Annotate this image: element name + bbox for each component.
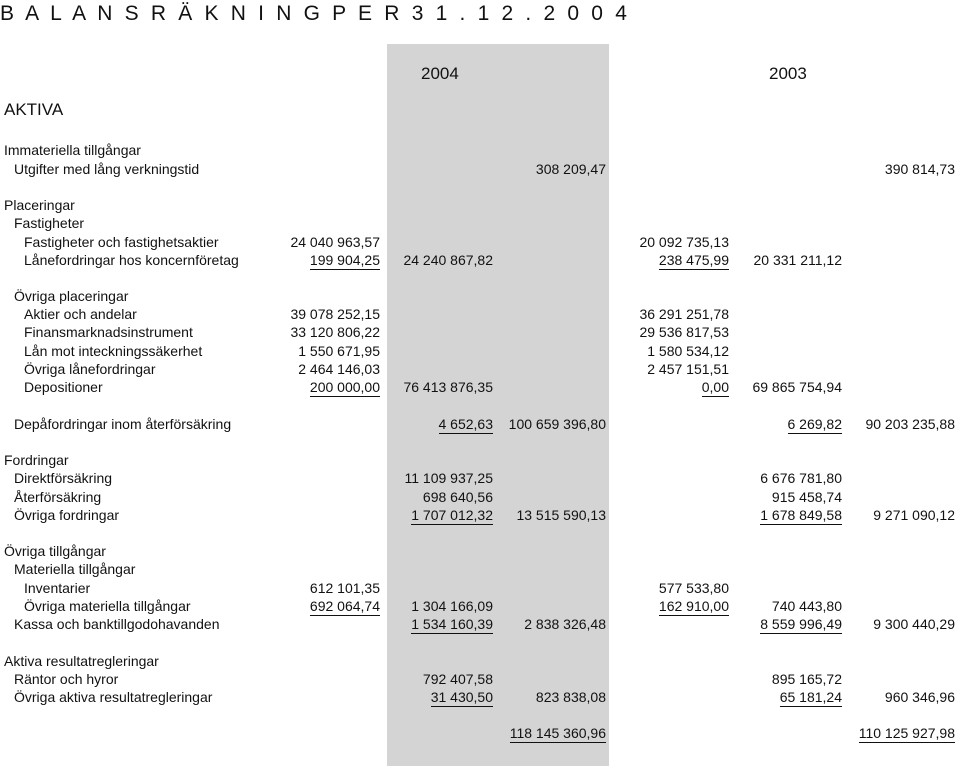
year-2004-header: 2004 [421,64,459,83]
amount-c4: 238 475,99 [658,252,729,268]
amount-c1: 199 904,25 [309,252,380,268]
row-label: Övriga aktiva resultatregleringar [14,689,213,705]
table-row [0,323,959,341]
amount-c1: 692 064,74 [309,598,380,614]
amount-c4: 2 457 151,51 [647,361,729,377]
amount-c2: 1 707 012,32 [411,507,493,523]
table-row [0,488,959,506]
row-label: Övriga placeringar [14,288,129,304]
table-row [0,160,959,178]
table-row [0,542,959,560]
row-label: Räntor och hyror [14,671,119,687]
table-row [0,415,959,433]
amount-c3: 2 838 326,48 [524,616,606,632]
amount-c5: 1 678 849,58 [760,507,842,523]
amount-c2: 1 304 166,09 [411,598,493,614]
amount-c5: 6 269,82 [787,416,842,432]
amount-c2: 11 109 937,25 [404,470,493,486]
table-row [0,652,959,670]
amount-c4: 1 580 534,12 [647,343,729,359]
row-label: Övriga materiella tillgångar [24,598,191,614]
row-label: Fordringar [4,452,69,468]
table-row [0,469,959,487]
row-label: Depositioner [24,379,103,395]
table-row [0,451,959,469]
row-label: Placeringar [4,197,75,213]
row-label: Direktförsäkring [14,470,113,486]
amount-c5: 895 165,72 [771,671,842,687]
row-label: Fastigheter och fastighetsaktier [24,234,219,250]
year-2003-header: 2003 [769,64,807,83]
amount-c1: 33 120 806,22 [290,324,380,340]
amount-c4: 36 291 251,78 [639,306,729,322]
table-row [0,670,959,688]
amount-c6: 90 203 235,88 [865,416,955,432]
row-label: Aktiva resultatregleringar [4,653,159,669]
row-label: Materiella tillgångar [14,561,136,577]
amount-c3: 13 515 590,13 [516,507,606,523]
amount-c5: 8 559 996,49 [760,616,842,632]
row-label: Utgifter med lång verkningstid [14,161,200,177]
table-row [0,579,959,597]
amount-c3: 823 838,08 [535,689,606,705]
amount-c6: 390 814,73 [884,161,955,177]
row-label: Återförsäkring [14,489,102,505]
amount-c5: 65 181,24 [779,689,842,705]
amount-c1: 24 040 963,57 [290,234,380,250]
amount-c6: 9 271 090,12 [873,507,955,523]
table-row [0,305,959,323]
table-row [0,615,959,633]
amount-c6: 960 346,96 [884,689,955,705]
table-row [0,287,959,305]
amount-c2: 76 413 876,35 [403,379,493,395]
row-label: Aktier och andelar [24,306,137,322]
table-row [0,214,959,232]
table-row [0,360,959,378]
amount-c5: 69 865 754,94 [752,379,842,395]
amount-c4: 20 092 735,13 [639,234,729,250]
amount-c4: 0,00 [701,379,729,395]
table-row [0,251,959,269]
row-label: Inventarier [24,580,91,596]
amount-c5: 740 443,80 [771,598,842,614]
table-row [0,724,959,742]
page-title: B A L A N S R Ä K N I N G P E R 3 1 . 1 2 . 2 0 0 4 [0,2,631,25]
amount-c6: 110 125 927,98 [858,725,955,741]
amount-c5: 915 458,74 [771,489,842,505]
row-label: Finansmarknadsinstrument [24,324,193,340]
amount-c5: 20 331 211,12 [753,252,842,268]
amount-c2: 698 640,56 [422,489,493,505]
table-row [0,378,959,396]
table-row [0,233,959,251]
amount-c6: 9 300 440,29 [873,616,955,632]
table-row [0,506,959,524]
amount-c1: 200 000,00 [309,379,380,395]
table-row [0,560,959,578]
section-heading-aktiva: AKTIVA [4,100,64,119]
amount-c1: 2 464 146,03 [298,361,380,377]
amount-c4: 162 910,00 [658,598,729,614]
amount-c5: 6 676 781,80 [760,470,842,486]
amount-c2: 792 407,58 [422,671,493,687]
amount-c1: 612 101,35 [309,580,380,596]
table-row [0,342,959,360]
amount-c4: 577 533,80 [658,580,729,596]
amount-c1: 1 550 671,95 [298,343,380,359]
amount-c3: 118 145 360,96 [509,725,606,741]
amount-c2: 1 534 160,39 [411,616,493,632]
row-label: Depåfordringar inom återförsäkring [14,416,232,432]
table-row [0,141,959,159]
table-row [0,196,959,214]
row-label: Övriga lånefordringar [24,361,156,377]
amount-c3: 100 659 396,80 [508,416,606,432]
table-row [0,597,959,615]
amount-c1: 39 078 252,15 [290,306,380,322]
row-label: Immateriella tillgångar [4,142,141,158]
row-label: Övriga fordringar [14,507,120,523]
table-row [0,688,959,706]
amount-c2: 31 430,50 [430,689,493,705]
row-label: Övriga tillgångar [4,543,106,559]
amount-c4: 29 536 817,53 [639,324,729,340]
row-label: Kassa och banktillgodohavanden [14,616,220,632]
amount-c2: 24 240 867,82 [403,252,493,268]
row-label: Fastigheter [14,215,85,231]
row-label: Lån mot inteckningssäkerhet [24,343,203,359]
amount-c2: 4 652,63 [438,416,493,432]
row-label: Lånefordringar hos koncernföretag [24,252,239,268]
amount-c3: 308 209,47 [535,161,606,177]
